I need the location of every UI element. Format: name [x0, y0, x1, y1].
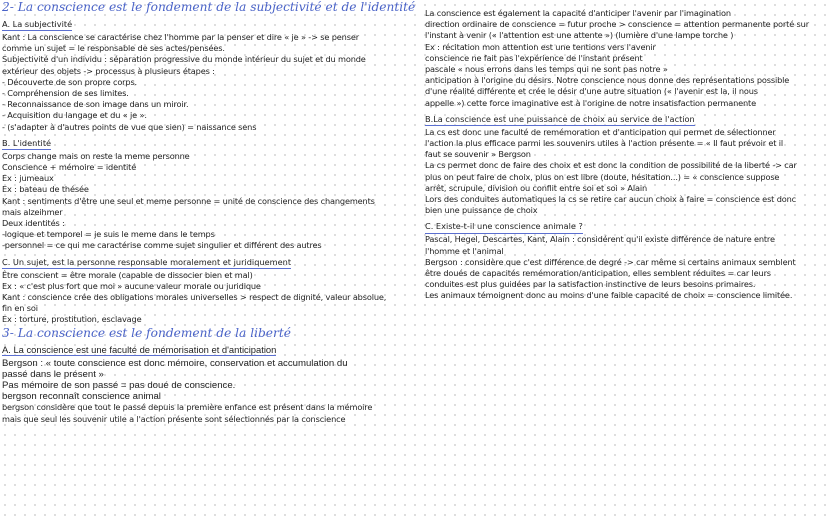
text-line: appelle ») cette force imaginative est à l'origine de notre insatisfaction permanente: [425, 97, 757, 108]
text-line: Ex : bateau de thésée: [2, 184, 89, 195]
text-line: Kant : sentiments d'être une seul et meme personne = unité de conscience des changements: [2, 195, 375, 206]
left-column: [2, 0, 416, 425]
text-line: La conscience est également la capacité d'anticiper l'avenir par l'imagination: [425, 8, 731, 18]
subtitle-c-conscience-animale: C. Existe-t-il une conscience animale ?: [425, 221, 583, 233]
text-line: Kant : conscience crée des obligations morales universelles > respect de dignité, valeur absolue,: [2, 292, 387, 303]
printed-line: Bergson : « toute conscience est donc mémoire, conservation et accumulation du: [2, 357, 348, 369]
text-line: - (s'adapter à d'autres points de vue que sien) = naissance sens: [2, 121, 257, 132]
text-line: - Reconnaissance de son image dans un miroir.: [2, 99, 189, 110]
text-line: pascale « nous errons dans les temps qui ne sont pas notre »: [425, 64, 668, 75]
text-line: mais alzeihmer: [2, 206, 63, 217]
subtitle-b-identite: B. L'identité: [2, 138, 51, 150]
text-line: conscience ne fait pas l'expérience de l'instant présent: [425, 52, 643, 63]
text-line: extérieur des objets -> processus à plusieurs étapes :: [2, 65, 215, 76]
text-line: direction ordinaire de conscience = futur proche > conscience = attention permanente porté sur: [425, 19, 809, 30]
text-line: -logique et temporel = je suis le meme dans le temps: [2, 229, 215, 240]
subtitle-a-subjectivite: A. La subjectivité: [2, 19, 72, 31]
text-line: être doués de capacités remémoration/anticipation, elles semblent réduites = car leurs: [425, 268, 771, 279]
section-3-title: 3- La conscience est le fondement de la liberté: [2, 325, 291, 340]
text-line: Ex : « c'est plus fort que moi » aucune valeur morale ou juridique: [2, 280, 261, 291]
text-line: -personnel = ce qui me caractérise comme sujet singulier et différent des autres: [2, 240, 322, 251]
text-line: La cs permet donc de faire des choix et est donc la condition de possibilité de la liberté -> car: [425, 160, 797, 171]
printed-line: passé dans le présent »: [2, 368, 104, 380]
text-line: d'une réalité différente et crée le désir d'une autre situation (« l'avenir est la, il nous: [425, 86, 758, 97]
text-line: Ex : torture, prostitution, esclavage: [2, 314, 142, 325]
subtitle-c-sujet-responsable: C. Un sujet, est la personne responsable moralement et juridiquement: [2, 257, 291, 269]
text-line: fin en soi: [2, 303, 38, 314]
printed-line: Pas mémoire de son passé = pas doué de conscience.: [2, 380, 236, 392]
subtitle-b-puissance-choix: B.La conscience est une puissance de choix au service de l'action: [425, 114, 695, 126]
text-line: arrêt, scrupule, division ou conflit entre soi et soi » Alain: [425, 182, 648, 193]
text-line: Pascal, Hegel, Descartes, Kant, Alain : considérent qu'il existe différence de nature entre: [425, 234, 775, 245]
text-line: bergson considère que tout le passé depuis la première enfance est présent dans la mémoire: [2, 402, 373, 413]
printed-line: bergson reconnaît conscience animal: [2, 391, 161, 403]
text-line: Deux identités :: [2, 218, 65, 229]
text-line: plus on peut faire de choix, plus on est libre (doute, hésitation...) = « conscience suppose: [425, 171, 780, 182]
text-line: Corps change mais on reste la meme personne: [2, 150, 190, 161]
text-line: - Compréhension de ses limites.: [2, 88, 129, 99]
text-line: - Découverte de son propre corps.: [2, 76, 138, 87]
text-line: Les animaux témoignent donc au moins d'une faible capacité de choix = conscience limitée.: [425, 290, 793, 301]
text-line: Conscience + mémoire = identité: [2, 162, 137, 173]
text-line: Être conscient = être morale (capable de dissocier bien et mal): [2, 269, 253, 280]
text-line: Ex : récitation mon attention est une tentions vers l'avenir: [425, 41, 656, 52]
text-line: Subjectivité d'un individu : séparation progressive du monde intérieur du sujet et du monde: [2, 54, 366, 65]
text-line: l'instant à venir (« l'attention est une attente ») (lumière d'une lampe torche ): [425, 30, 734, 41]
text-line: Bergson : considère que c'est différence de degré -> car même si certains animaux semblent: [425, 256, 796, 267]
text-line: mais que seul les souvenir utile a l'action présente sont sélectionnés par la conscience: [2, 413, 346, 424]
text-line: Ex : jumeaux: [2, 173, 54, 184]
text-line: anticipation à l'origine du désirs. Notre conscience nous donne des représentations possible: [425, 75, 790, 86]
text-line: La cs est donc une faculté de remémoration et d'anticipation qui permet de sélectionner: [425, 126, 776, 137]
text-line: conduites est plus guidées par la satisfaction instinctive de leurs besoins primaires.: [425, 279, 756, 290]
text-line: Lors des conduites automatiques la cs se retire car aucun choix à faire = conscience est donc: [425, 194, 796, 205]
text-line: l'action la plus efficace parmi les souvenirs utiles à l'action présente = « Il faut prévoir et il: [425, 138, 784, 149]
text-line: l'homme et l'animal: [425, 245, 504, 256]
text-line: faut se souvenir » Bergson: [425, 149, 531, 160]
text-line: comme un sujet = le responsable de ses actes/pensées.: [2, 43, 225, 54]
text-line: Kant : La conscience se caractérise chez l'homme par la penser et dire « je » -> se penser: [2, 32, 359, 42]
text-line: bien une puissance de choix: [425, 205, 538, 216]
text-line: - Acquisition du langage et du « je ».: [2, 110, 147, 121]
section-2-title: 2- La conscience est le fondement de la subjectivité et de l'identité: [2, 0, 416, 14]
right-column: [425, 8, 825, 302]
subtitle-a-memorisation: A. La conscience est une faculté de mémorisation et d'anticipation: [2, 343, 277, 355]
